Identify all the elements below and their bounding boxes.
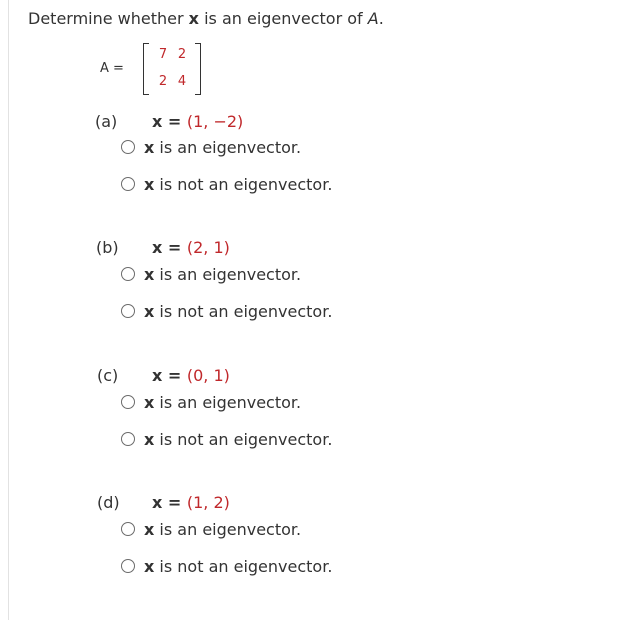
part-label: (d) (97, 493, 120, 512)
radio-button[interactable] (121, 522, 135, 536)
matrix-A (141, 40, 203, 96)
part-label: (b) (96, 238, 119, 257)
option-not-eigenvector[interactable] (121, 555, 332, 577)
radio-button[interactable] (121, 432, 135, 446)
part-label: (a) (95, 112, 118, 131)
option-is-eigenvector[interactable] (121, 263, 301, 285)
option-label: x is not an eigenvector. (144, 429, 333, 449)
matrix-cell: 7 (158, 47, 168, 62)
radio-button[interactable] (121, 559, 135, 573)
option-is-eigenvector[interactable] (121, 391, 301, 413)
radio-button[interactable] (121, 267, 135, 281)
option-label: x is an eigenvector. (144, 519, 302, 539)
radio-button[interactable] (121, 177, 135, 191)
option-label: x is not an eigenvector. (144, 301, 333, 321)
matrix-cell: 4 (177, 74, 187, 89)
option-label: x is an eigenvector. (144, 264, 302, 284)
part-vector: x = (1, −2) (152, 112, 244, 131)
part-vector: x = (2, 1) (152, 238, 230, 257)
option-not-eigenvector[interactable] (121, 173, 332, 195)
option-label: x is an eigenvector. (144, 392, 302, 412)
part-vector: x = (0, 1) (152, 366, 230, 385)
option-label: x is not an eigenvector. (144, 174, 333, 194)
matrix-left-bracket (143, 43, 149, 95)
prompt-text-mid: is an eigenvector of (199, 9, 368, 28)
option-is-eigenvector[interactable] (121, 518, 301, 540)
question-prompt (28, 9, 384, 28)
option-is-eigenvector[interactable] (121, 136, 301, 158)
matrix-cell: 2 (158, 74, 168, 89)
option-label: x is not an eigenvector. (144, 556, 333, 576)
radio-button[interactable] (121, 395, 135, 409)
radio-button[interactable] (121, 140, 135, 154)
option-not-eigenvector[interactable] (121, 428, 332, 450)
part-label: (c) (97, 366, 119, 385)
matrix-label: A = (100, 61, 124, 76)
prompt-vector-x: x (188, 9, 199, 28)
option-label: x is an eigenvector. (144, 137, 302, 157)
prompt-period: . (378, 9, 384, 28)
prompt-text: Determine whether (28, 9, 189, 28)
part-vector: x = (1, 2) (152, 493, 230, 512)
option-not-eigenvector[interactable] (121, 300, 332, 322)
matrix-right-bracket (195, 43, 201, 95)
prompt-matrix-A: A (367, 9, 379, 28)
radio-button[interactable] (121, 304, 135, 318)
left-border (8, 0, 9, 620)
matrix-cell: 2 (177, 47, 187, 62)
